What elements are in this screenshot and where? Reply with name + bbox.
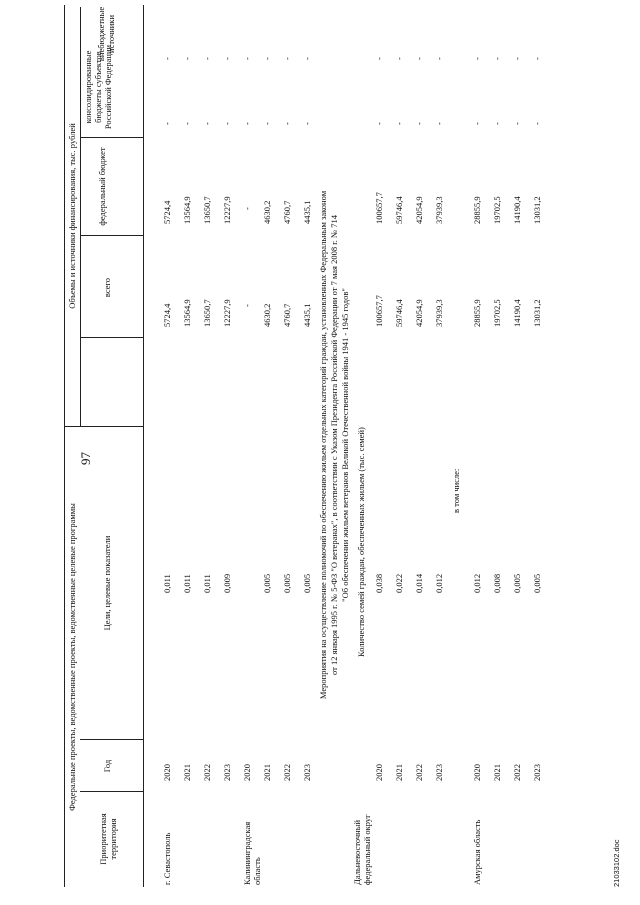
regional-cell: - [512,122,522,125]
total-cell: 4760,7 [282,303,292,327]
total-cell: 100657,7 [374,295,384,327]
section-title-line-1: Мероприятия на осуществление полномочий по обеспечению жильем отдельных категорий граждан, установленных Федеральным законом [318,190,328,700]
federal-cell: 4435,1 [302,200,312,224]
extra-cell: - [302,57,312,60]
total-cell: 4435,1 [302,303,312,327]
year-cell: 2021 [394,764,404,781]
in-that-number-label: в том числе: [451,468,461,513]
header-extrabudget: внебюджетные источники [96,6,116,62]
page-number: 97 [78,452,93,465]
year-cell: 2020 [242,764,252,781]
regional-cell: - [374,122,384,125]
federal-cell: 42054,9 [414,196,424,224]
indicator-cell: 0,005 [512,573,522,593]
col-divider-year [80,739,144,740]
indicator-cell: 0,038 [374,573,384,593]
extra-cell: - [242,57,252,60]
extra-cell: - [472,57,482,60]
total-cell: 13650,7 [202,299,212,327]
col-divider-total [80,337,144,338]
regional-cell: - [242,122,252,125]
regional-cell: - [472,122,482,125]
year-cell: 2020 [162,764,172,781]
regional-cell: - [262,122,272,125]
indicator-cell: 0,008 [492,573,502,593]
total-cell: 59746,4 [394,299,404,327]
section-title-line-3: "Об обеспечении жильем ветеранов Великой Отечественной войны 1941 - 1945 годов" [340,288,350,602]
federal-cell: 59746,4 [394,196,404,224]
footer-file-code: 21033102.doc [612,839,621,887]
federal-cell: 4760,7 [282,200,292,224]
indicator-cell: 0,005 [262,573,272,593]
regional-cell: - [162,122,172,125]
total-cell: 37939,3 [434,299,444,327]
extra-cell: - [182,57,192,60]
total-cell: 5724,4 [162,303,172,327]
extra-cell: - [374,57,384,60]
extra-cell: - [532,57,542,60]
federal-cell: 37939,3 [434,196,444,224]
year-cell: 2022 [512,764,522,781]
federal-cell: 13650,7 [202,196,212,224]
federal-cell: 4630,2 [262,200,272,224]
total-cell: - [242,304,252,307]
extra-cell: - [492,57,502,60]
federal-cell: 5724,4 [162,200,172,224]
year-cell: 2022 [202,764,212,781]
year-cell: 2023 [434,764,444,781]
col-divider-group [64,426,144,427]
header-indicators: Цели, целевые показатели [102,535,112,631]
regional-cell: - [532,122,542,125]
total-cell: 4630,2 [262,303,272,327]
indicator-cell: 0,005 [302,573,312,593]
total-cell: 14190,4 [512,299,522,327]
extra-cell: - [202,57,212,60]
indicator-cell: 0,014 [414,573,424,593]
federal-cell: 28855,9 [472,196,482,224]
territory-label: Амурская область [472,819,482,885]
year-cell: 2020 [374,764,384,781]
extra-cell: - [282,57,292,60]
total-cell: 42054,9 [414,299,424,327]
year-cell: 2021 [262,764,272,781]
col-divider-regional [80,137,144,138]
year-cell: 2021 [492,764,502,781]
header-federal: федеральный бюджет [97,147,107,226]
header-group-right: Объемы и источники финансирования, тыс. рублей [67,123,77,309]
extra-cell: - [414,57,424,60]
year-cell: 2023 [532,764,542,781]
federal-cell: 12227,9 [222,196,232,224]
header-year: Год [102,759,112,773]
indicator-cell: 0,011 [162,574,172,593]
regional-cell: - [302,122,312,125]
federal-cell: 14190,4 [512,196,522,224]
header-group-left: Федеральные проекты, ведомственные проекты, ведомственные целевые программы [67,503,77,811]
total-cell: 12227,9 [222,299,232,327]
header-regional: консолидированные бюджеты субъектов Российской Федерации [83,44,113,130]
total-cell: 13564,9 [182,299,192,327]
col-divider-federal [80,235,144,236]
year-cell: 2022 [414,764,424,781]
indicator-cell: 0,005 [532,573,542,593]
indicator-cell: 0,011 [182,574,192,593]
regional-cell: - [434,122,444,125]
table-top-border [64,5,65,887]
federal-cell: 100657,7 [374,192,384,224]
total-cell: 28855,9 [472,299,482,327]
year-cell: 2020 [472,764,482,781]
indicator-cell: 0,009 [222,573,232,593]
regional-cell: - [222,122,232,125]
extra-cell: - [394,57,404,60]
total-cell: 19702,5 [492,299,502,327]
federal-cell: 13564,9 [182,196,192,224]
total-cell: 13031,2 [532,299,542,327]
indicator-cell: 0,005 [282,573,292,593]
territory-label: Калининградская область [242,821,262,885]
regional-cell: - [282,122,292,125]
regional-cell: - [182,122,192,125]
regional-cell: - [492,122,502,125]
regional-cell: - [202,122,212,125]
regional-cell: - [394,122,404,125]
federal-cell: 13031,2 [532,196,542,224]
indicator-cell: 0,012 [472,573,482,593]
year-cell: 2023 [222,764,232,781]
extra-cell: - [222,57,232,60]
territory-label: Дальневосточный федеральный округ [352,814,372,885]
indicator-cell: 0,022 [394,573,404,593]
header-territory: Приоритетная территория [98,813,118,865]
year-cell: 2022 [282,764,292,781]
year-cell: 2023 [302,764,312,781]
section-title-line-2: от 12 января 1995 г. № 5-ФЗ "О ветеранах", в соответствии с Указом Президента Российской Федерации от 7 мая 2008 г. № 714 [329,215,339,675]
section-indicator: Количество семей граждан, обеспеченных жильем (тыс. семей) [356,427,366,657]
extra-cell: - [162,57,172,60]
federal-cell: - [242,207,252,210]
indicator-cell: 0,012 [434,573,444,593]
territory-label: г. Севастополь [162,832,172,885]
regional-cell: - [414,122,424,125]
header-total: всего [102,277,112,298]
extra-cell: - [262,57,272,60]
year-cell: 2021 [182,764,192,781]
extra-cell: - [512,57,522,60]
extra-cell: - [434,57,444,60]
header-group-divider-left [80,7,81,427]
indicator-cell: 0,011 [202,574,212,593]
col-divider-territory [80,791,144,792]
federal-cell: 19702,5 [492,196,502,224]
